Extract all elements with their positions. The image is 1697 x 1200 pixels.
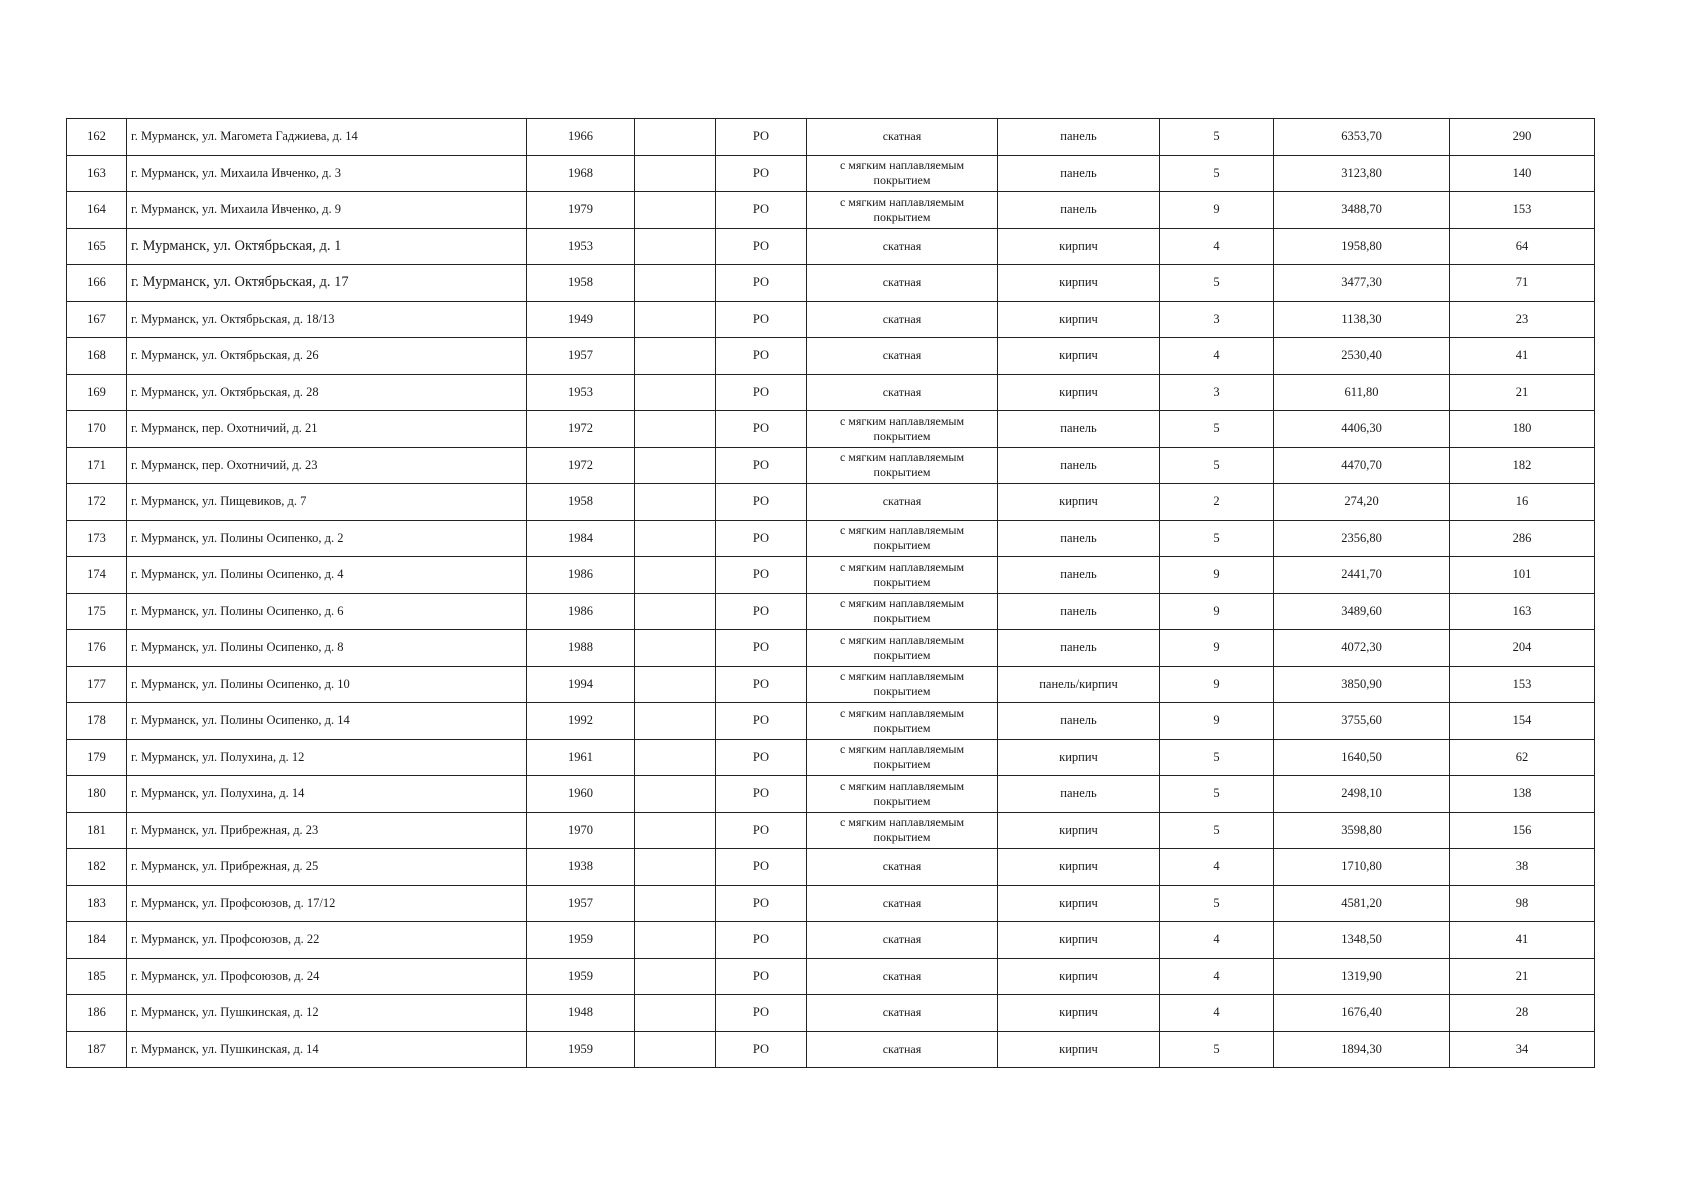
- blank-cell: [635, 338, 716, 375]
- wall-material-cell: кирпич: [998, 812, 1160, 849]
- floors-cell: 5: [1160, 119, 1274, 156]
- wall-material-cell: кирпич: [998, 849, 1160, 886]
- address-cell: г. Мурманск, ул. Прибрежная, д. 25: [127, 849, 527, 886]
- table-row: [67, 374, 1595, 411]
- residents-cell: 138: [1450, 776, 1595, 813]
- blank-cell: [635, 301, 716, 338]
- year-built-cell: 1972: [527, 411, 635, 448]
- year-built-cell: 1959: [527, 958, 635, 995]
- wall-material-cell: панель: [998, 703, 1160, 740]
- table-row: [67, 265, 1595, 302]
- row-number-cell: 165: [67, 228, 127, 265]
- table-row: [67, 849, 1595, 886]
- year-built-cell: 1949: [527, 301, 635, 338]
- address-cell: г. Мурманск, ул. Михаила Ивченко, д. 9: [127, 192, 527, 229]
- roof-type-cell: с мягким наплавляемым покрытием: [807, 411, 998, 448]
- blank-cell: [635, 265, 716, 302]
- year-built-cell: 1986: [527, 557, 635, 594]
- wall-material-cell: панель: [998, 557, 1160, 594]
- roof-type-cell: скатная: [807, 374, 998, 411]
- blank-cell: [635, 119, 716, 156]
- wall-material-cell: панель: [998, 411, 1160, 448]
- floors-cell: 5: [1160, 411, 1274, 448]
- wall-material-cell: панель: [998, 630, 1160, 667]
- roof-type-cell: скатная: [807, 885, 998, 922]
- fund-type-cell: РО: [716, 192, 807, 229]
- fund-type-cell: РО: [716, 630, 807, 667]
- row-number-cell: 167: [67, 301, 127, 338]
- wall-material-cell: панель/кирпич: [998, 666, 1160, 703]
- table-row: [67, 812, 1595, 849]
- blank-cell: [635, 228, 716, 265]
- row-number-cell: 162: [67, 119, 127, 156]
- area-cell: 1710,80: [1274, 849, 1450, 886]
- area-cell: 4406,30: [1274, 411, 1450, 448]
- wall-material-cell: кирпич: [998, 922, 1160, 959]
- area-cell: 2498,10: [1274, 776, 1450, 813]
- residents-cell: 163: [1450, 593, 1595, 630]
- fund-type-cell: РО: [716, 776, 807, 813]
- area-cell: 2530,40: [1274, 338, 1450, 375]
- fund-type-cell: РО: [716, 338, 807, 375]
- fund-type-cell: РО: [716, 885, 807, 922]
- floors-cell: 3: [1160, 301, 1274, 338]
- roof-type-cell: скатная: [807, 338, 998, 375]
- blank-cell: [635, 192, 716, 229]
- residents-cell: 101: [1450, 557, 1595, 594]
- fund-type-cell: РО: [716, 155, 807, 192]
- fund-type-cell: РО: [716, 301, 807, 338]
- address-cell: г. Мурманск, ул. Полины Осипенко, д. 14: [127, 703, 527, 740]
- residents-cell: 64: [1450, 228, 1595, 265]
- area-cell: 2441,70: [1274, 557, 1450, 594]
- fund-type-cell: РО: [716, 922, 807, 959]
- roof-type-cell: с мягким наплавляемым покрытием: [807, 447, 998, 484]
- area-cell: 611,80: [1274, 374, 1450, 411]
- table-row: [67, 1031, 1595, 1068]
- roof-type-cell: с мягким наплавляемым покрытием: [807, 776, 998, 813]
- row-number-cell: 187: [67, 1031, 127, 1068]
- table-row: [67, 995, 1595, 1032]
- floors-cell: 4: [1160, 849, 1274, 886]
- row-number-cell: 168: [67, 338, 127, 375]
- year-built-cell: 1953: [527, 228, 635, 265]
- floors-cell: 5: [1160, 1031, 1274, 1068]
- area-cell: 3850,90: [1274, 666, 1450, 703]
- wall-material-cell: кирпич: [998, 228, 1160, 265]
- fund-type-cell: РО: [716, 374, 807, 411]
- roof-type-cell: скатная: [807, 1031, 998, 1068]
- floors-cell: 9: [1160, 593, 1274, 630]
- table-body: [67, 119, 1595, 1068]
- blank-cell: [635, 520, 716, 557]
- table-row: [67, 557, 1595, 594]
- floors-cell: 3: [1160, 374, 1274, 411]
- blank-cell: [635, 630, 716, 667]
- year-built-cell: 1960: [527, 776, 635, 813]
- fund-type-cell: РО: [716, 812, 807, 849]
- row-number-cell: 172: [67, 484, 127, 521]
- blank-cell: [635, 447, 716, 484]
- fund-type-cell: РО: [716, 703, 807, 740]
- floors-cell: 9: [1160, 192, 1274, 229]
- table-row: [67, 885, 1595, 922]
- year-built-cell: 1994: [527, 666, 635, 703]
- floors-cell: 2: [1160, 484, 1274, 521]
- floors-cell: 5: [1160, 776, 1274, 813]
- address-cell: г. Мурманск, ул. Прибрежная, д. 23: [127, 812, 527, 849]
- row-number-cell: 183: [67, 885, 127, 922]
- floors-cell: 9: [1160, 666, 1274, 703]
- address-cell: г. Мурманск, ул. Октябрьская, д. 26: [127, 338, 527, 375]
- fund-type-cell: РО: [716, 228, 807, 265]
- floors-cell: 5: [1160, 447, 1274, 484]
- address-cell: г. Мурманск, ул. Пищевиков, д. 7: [127, 484, 527, 521]
- address-cell: г. Мурманск, ул. Профсоюзов, д. 22: [127, 922, 527, 959]
- fund-type-cell: РО: [716, 557, 807, 594]
- residents-cell: 21: [1450, 958, 1595, 995]
- blank-cell: [635, 812, 716, 849]
- table-row: [67, 192, 1595, 229]
- year-built-cell: 1958: [527, 265, 635, 302]
- year-built-cell: 1966: [527, 119, 635, 156]
- floors-cell: 4: [1160, 995, 1274, 1032]
- wall-material-cell: кирпич: [998, 301, 1160, 338]
- table-row: [67, 630, 1595, 667]
- row-number-cell: 166: [67, 265, 127, 302]
- area-cell: 4470,70: [1274, 447, 1450, 484]
- row-number-cell: 175: [67, 593, 127, 630]
- table-row: [67, 958, 1595, 995]
- blank-cell: [635, 155, 716, 192]
- table-row: [67, 776, 1595, 813]
- residents-cell: 153: [1450, 192, 1595, 229]
- floors-cell: 5: [1160, 885, 1274, 922]
- wall-material-cell: панель: [998, 155, 1160, 192]
- address-cell: г. Мурманск, ул. Полины Осипенко, д. 4: [127, 557, 527, 594]
- roof-type-cell: с мягким наплавляемым покрытием: [807, 703, 998, 740]
- year-built-cell: 1957: [527, 338, 635, 375]
- residents-cell: 290: [1450, 119, 1595, 156]
- residents-cell: 156: [1450, 812, 1595, 849]
- fund-type-cell: РО: [716, 958, 807, 995]
- roof-type-cell: с мягким наплавляемым покрытием: [807, 155, 998, 192]
- blank-cell: [635, 995, 716, 1032]
- residents-cell: 28: [1450, 995, 1595, 1032]
- table-row: [67, 593, 1595, 630]
- roof-type-cell: скатная: [807, 484, 998, 521]
- wall-material-cell: панель: [998, 593, 1160, 630]
- wall-material-cell: кирпич: [998, 739, 1160, 776]
- roof-type-cell: скатная: [807, 265, 998, 302]
- area-cell: 3598,80: [1274, 812, 1450, 849]
- address-cell: г. Мурманск, ул. Михаила Ивченко, д. 3: [127, 155, 527, 192]
- fund-type-cell: РО: [716, 739, 807, 776]
- row-number-cell: 169: [67, 374, 127, 411]
- roof-type-cell: с мягким наплавляемым покрытием: [807, 630, 998, 667]
- floors-cell: 4: [1160, 958, 1274, 995]
- residents-cell: 34: [1450, 1031, 1595, 1068]
- address-cell: г. Мурманск, ул. Профсоюзов, д. 17/12: [127, 885, 527, 922]
- table-row: [67, 228, 1595, 265]
- address-cell: г. Мурманск, ул. Полухина, д. 14: [127, 776, 527, 813]
- residents-cell: 21: [1450, 374, 1595, 411]
- roof-type-cell: с мягким наплавляемым покрытием: [807, 520, 998, 557]
- address-cell: г. Мурманск, ул. Полины Осипенко, д. 2: [127, 520, 527, 557]
- roof-type-cell: скатная: [807, 922, 998, 959]
- fund-type-cell: РО: [716, 593, 807, 630]
- row-number-cell: 164: [67, 192, 127, 229]
- residents-cell: 41: [1450, 922, 1595, 959]
- area-cell: 274,20: [1274, 484, 1450, 521]
- address-cell: г. Мурманск, ул. Октябрьская, д. 28: [127, 374, 527, 411]
- roof-type-cell: скатная: [807, 228, 998, 265]
- area-cell: 2356,80: [1274, 520, 1450, 557]
- address-cell: г. Мурманск, ул. Профсоюзов, д. 24: [127, 958, 527, 995]
- roof-type-cell: с мягким наплавляемым покрытием: [807, 812, 998, 849]
- wall-material-cell: панель: [998, 776, 1160, 813]
- row-number-cell: 170: [67, 411, 127, 448]
- fund-type-cell: РО: [716, 411, 807, 448]
- roof-type-cell: с мягким наплавляемым покрытием: [807, 666, 998, 703]
- row-number-cell: 174: [67, 557, 127, 594]
- floors-cell: 5: [1160, 812, 1274, 849]
- row-number-cell: 185: [67, 958, 127, 995]
- residents-cell: 182: [1450, 447, 1595, 484]
- row-number-cell: 163: [67, 155, 127, 192]
- fund-type-cell: РО: [716, 265, 807, 302]
- blank-cell: [635, 666, 716, 703]
- area-cell: 3489,60: [1274, 593, 1450, 630]
- year-built-cell: 1968: [527, 155, 635, 192]
- area-cell: 1894,30: [1274, 1031, 1450, 1068]
- residents-cell: 16: [1450, 484, 1595, 521]
- floors-cell: 9: [1160, 557, 1274, 594]
- residents-cell: 62: [1450, 739, 1595, 776]
- roof-type-cell: скатная: [807, 301, 998, 338]
- address-cell: г. Мурманск, пер. Охотничий, д. 21: [127, 411, 527, 448]
- year-built-cell: 1961: [527, 739, 635, 776]
- area-cell: 3488,70: [1274, 192, 1450, 229]
- residents-cell: 153: [1450, 666, 1595, 703]
- row-number-cell: 179: [67, 739, 127, 776]
- residents-cell: 286: [1450, 520, 1595, 557]
- blank-cell: [635, 557, 716, 594]
- fund-type-cell: РО: [716, 666, 807, 703]
- year-built-cell: 1959: [527, 1031, 635, 1068]
- blank-cell: [635, 922, 716, 959]
- wall-material-cell: кирпич: [998, 885, 1160, 922]
- table-row: [67, 301, 1595, 338]
- address-cell: г. Мурманск, ул. Полины Осипенко, д. 8: [127, 630, 527, 667]
- floors-cell: 9: [1160, 630, 1274, 667]
- residents-cell: 180: [1450, 411, 1595, 448]
- area-cell: 1676,40: [1274, 995, 1450, 1032]
- blank-cell: [635, 958, 716, 995]
- blank-cell: [635, 593, 716, 630]
- blank-cell: [635, 411, 716, 448]
- roof-type-cell: скатная: [807, 958, 998, 995]
- floors-cell: 5: [1160, 520, 1274, 557]
- residents-cell: 41: [1450, 338, 1595, 375]
- roof-type-cell: скатная: [807, 119, 998, 156]
- year-built-cell: 1972: [527, 447, 635, 484]
- row-number-cell: 181: [67, 812, 127, 849]
- table-row: [67, 666, 1595, 703]
- year-built-cell: 1986: [527, 593, 635, 630]
- row-number-cell: 173: [67, 520, 127, 557]
- roof-type-cell: с мягким наплавляемым покрытием: [807, 739, 998, 776]
- roof-type-cell: с мягким наплавляемым покрытием: [807, 192, 998, 229]
- wall-material-cell: панель: [998, 119, 1160, 156]
- address-cell: г. Мурманск, ул. Пушкинская, д. 12: [127, 995, 527, 1032]
- blank-cell: [635, 849, 716, 886]
- blank-cell: [635, 739, 716, 776]
- area-cell: 1640,50: [1274, 739, 1450, 776]
- year-built-cell: 1958: [527, 484, 635, 521]
- floors-cell: 5: [1160, 739, 1274, 776]
- row-number-cell: 184: [67, 922, 127, 959]
- area-cell: 1958,80: [1274, 228, 1450, 265]
- wall-material-cell: кирпич: [998, 1031, 1160, 1068]
- address-cell: г. Мурманск, ул. Полухина, д. 12: [127, 739, 527, 776]
- roof-type-cell: с мягким наплавляемым покрытием: [807, 593, 998, 630]
- address-cell: г. Мурманск, ул. Пушкинская, д. 14: [127, 1031, 527, 1068]
- fund-type-cell: РО: [716, 995, 807, 1032]
- area-cell: 1319,90: [1274, 958, 1450, 995]
- address-cell: г. Мурманск, ул. Полины Осипенко, д. 10: [127, 666, 527, 703]
- wall-material-cell: панель: [998, 192, 1160, 229]
- area-cell: 3477,30: [1274, 265, 1450, 302]
- address-cell: г. Мурманск, ул. Магомета Гаджиева, д. 14: [127, 119, 527, 156]
- floors-cell: 4: [1160, 338, 1274, 375]
- area-cell: 3755,60: [1274, 703, 1450, 740]
- wall-material-cell: кирпич: [998, 338, 1160, 375]
- wall-material-cell: панель: [998, 447, 1160, 484]
- floors-cell: 5: [1160, 155, 1274, 192]
- area-cell: 1138,30: [1274, 301, 1450, 338]
- year-built-cell: 1959: [527, 922, 635, 959]
- floors-cell: 5: [1160, 265, 1274, 302]
- address-cell: г. Мурманск, ул. Октябрьская, д. 18/13: [127, 301, 527, 338]
- wall-material-cell: кирпич: [998, 374, 1160, 411]
- floors-cell: 9: [1160, 703, 1274, 740]
- roof-type-cell: скатная: [807, 849, 998, 886]
- area-cell: 4581,20: [1274, 885, 1450, 922]
- fund-type-cell: РО: [716, 1031, 807, 1068]
- wall-material-cell: кирпич: [998, 265, 1160, 302]
- fund-type-cell: РО: [716, 520, 807, 557]
- row-number-cell: 186: [67, 995, 127, 1032]
- residents-cell: 140: [1450, 155, 1595, 192]
- address-cell: г. Мурманск, ул. Октябрьская, д. 17: [127, 265, 527, 302]
- row-number-cell: 171: [67, 447, 127, 484]
- table-row: [67, 155, 1595, 192]
- table-row: [67, 739, 1595, 776]
- residents-cell: 23: [1450, 301, 1595, 338]
- blank-cell: [635, 776, 716, 813]
- year-built-cell: 1992: [527, 703, 635, 740]
- residents-cell: 38: [1450, 849, 1595, 886]
- wall-material-cell: панель: [998, 520, 1160, 557]
- year-built-cell: 1938: [527, 849, 635, 886]
- row-number-cell: 182: [67, 849, 127, 886]
- table-row: [67, 520, 1595, 557]
- table-row: [67, 119, 1595, 156]
- fund-type-cell: РО: [716, 849, 807, 886]
- blank-cell: [635, 374, 716, 411]
- address-cell: г. Мурманск, ул. Полины Осипенко, д. 6: [127, 593, 527, 630]
- housing-table: [66, 118, 1595, 1068]
- year-built-cell: 1984: [527, 520, 635, 557]
- row-number-cell: 180: [67, 776, 127, 813]
- area-cell: 4072,30: [1274, 630, 1450, 667]
- residents-cell: 204: [1450, 630, 1595, 667]
- area-cell: 3123,80: [1274, 155, 1450, 192]
- area-cell: 1348,50: [1274, 922, 1450, 959]
- year-built-cell: 1979: [527, 192, 635, 229]
- row-number-cell: 176: [67, 630, 127, 667]
- blank-cell: [635, 1031, 716, 1068]
- blank-cell: [635, 885, 716, 922]
- wall-material-cell: кирпич: [998, 958, 1160, 995]
- floors-cell: 4: [1160, 228, 1274, 265]
- fund-type-cell: РО: [716, 119, 807, 156]
- year-built-cell: 1957: [527, 885, 635, 922]
- blank-cell: [635, 703, 716, 740]
- floors-cell: 4: [1160, 922, 1274, 959]
- table-row: [67, 338, 1595, 375]
- year-built-cell: 1988: [527, 630, 635, 667]
- wall-material-cell: кирпич: [998, 484, 1160, 521]
- year-built-cell: 1970: [527, 812, 635, 849]
- residents-cell: 71: [1450, 265, 1595, 302]
- year-built-cell: 1948: [527, 995, 635, 1032]
- residents-cell: 98: [1450, 885, 1595, 922]
- row-number-cell: 178: [67, 703, 127, 740]
- fund-type-cell: РО: [716, 484, 807, 521]
- roof-type-cell: скатная: [807, 995, 998, 1032]
- area-cell: 6353,70: [1274, 119, 1450, 156]
- address-cell: г. Мурманск, ул. Октябрьская, д. 1: [127, 228, 527, 265]
- table-row: [67, 447, 1595, 484]
- blank-cell: [635, 484, 716, 521]
- row-number-cell: 177: [67, 666, 127, 703]
- address-cell: г. Мурманск, пер. Охотничий, д. 23: [127, 447, 527, 484]
- year-built-cell: 1953: [527, 374, 635, 411]
- roof-type-cell: с мягким наплавляемым покрытием: [807, 557, 998, 594]
- table-row: [67, 411, 1595, 448]
- table-row: [67, 703, 1595, 740]
- wall-material-cell: кирпич: [998, 995, 1160, 1032]
- residents-cell: 154: [1450, 703, 1595, 740]
- table-row: [67, 922, 1595, 959]
- fund-type-cell: РО: [716, 447, 807, 484]
- table-row: [67, 484, 1595, 521]
